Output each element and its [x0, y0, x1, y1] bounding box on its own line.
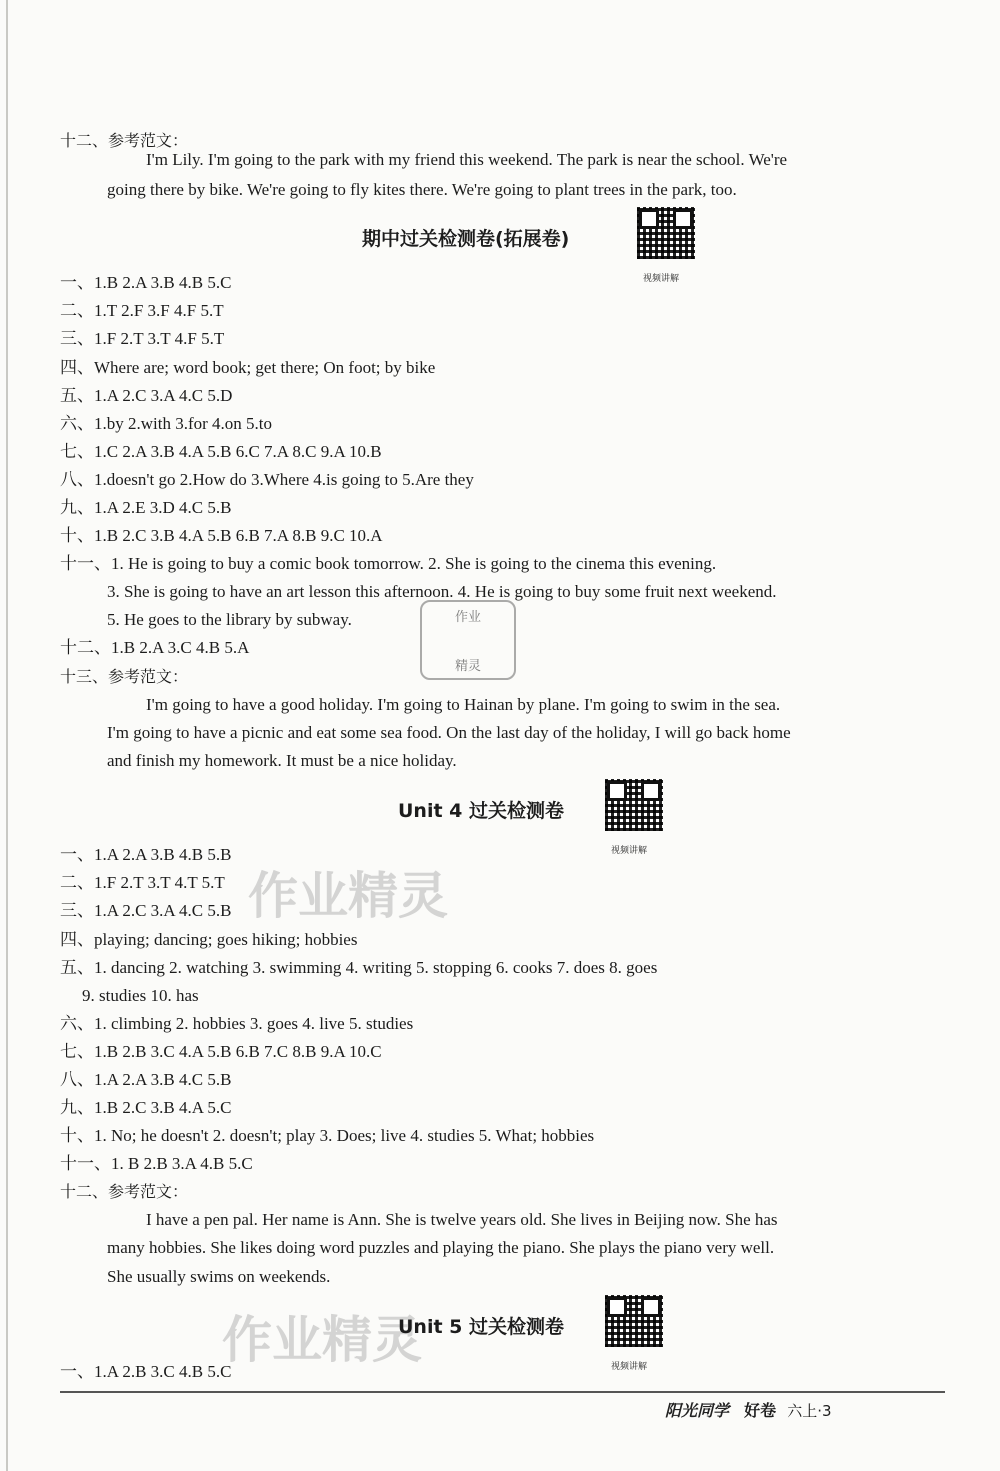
- qr-code-icon[interactable]: [637, 207, 695, 259]
- essay-line: many hobbies. She likes doing word puzzles and playing the piano. She plays the piano very well.: [107, 1238, 775, 1257]
- answer-row: 八、1.doesn't go 2.How do 3.Where 4.is going to 5.Are they: [60, 470, 474, 489]
- essay-line: and finish my homework. It must be a nice holiday.: [107, 751, 457, 770]
- qr-caption: 视频讲解: [643, 274, 680, 284]
- answer-row: 六、1. climbing 2. hobbies 3. goes 4. live 5. studies: [60, 1014, 414, 1033]
- answer-row: 一、1.A 2.B 3.C 4.B 5.C: [60, 1362, 232, 1381]
- answer-row: 3. She is going to have an art lesson this afternoon. 4. He is going to buy some fruit next weekend.: [107, 582, 777, 601]
- essay-line: I'm Lily. I'm going to the park with my friend this weekend. The park is near the school. We're: [146, 150, 788, 169]
- answer-row: 三、1.F 2.T 3.T 4.F 5.T: [60, 329, 225, 348]
- answer-row: 七、1.B 2.B 3.C 4.A 5.B 6.B 7.C 8.B 9.A 10.C: [60, 1042, 382, 1061]
- qr-code-icon[interactable]: [605, 1295, 663, 1347]
- essay-line: I have a pen pal. Her name is Ann. She is twelve years old. She lives in Beijing now. She has: [146, 1210, 778, 1229]
- answer-row: 十一、1. B 2.B 3.A 4.B 5.C: [60, 1154, 253, 1173]
- essay-line: I'm going to have a good holiday. I'm going to Hainan by plane. I'm going to swim in the sea.: [146, 695, 781, 714]
- section-title: Unit 4 过关检测卷: [398, 800, 564, 822]
- essay-line: going there by bike. We're going to fly kites there. We're going to plant trees in the park, too.: [107, 180, 737, 199]
- footer-rule: [60, 1391, 945, 1393]
- brand-logo: 阳光同学: [665, 1401, 730, 1420]
- answer-row: 一、1.A 2.A 3.B 4.B 5.B: [60, 845, 232, 864]
- answer-row: 五、1. dancing 2. watching 3. swimming 4. writing 5. stopping 6. cooks 7. does 8. goes: [60, 958, 658, 977]
- section-title: Unit 5 过关检测卷: [398, 1316, 564, 1338]
- section-heading: 十三、参考范文：: [60, 667, 189, 686]
- answer-row: 二、1.F 2.T 3.T 4.T 5.T: [60, 873, 225, 892]
- answer-row: 六、1.by 2.with 3.for 4.on 5.to: [60, 414, 273, 433]
- answer-row: 二、1.T 2.F 3.F 4.F 5.T: [60, 301, 224, 320]
- qr-caption: 视频讲解: [611, 846, 648, 856]
- answer-row: 十、1. No; he doesn't 2. doesn't; play 3. Does; live 4. studies 5. What; hobbies: [60, 1126, 595, 1145]
- answer-row: 一、1.B 2.A 3.B 4.B 5.C: [60, 273, 232, 292]
- watermark-text: 作业精灵: [222, 1311, 422, 1369]
- qr-caption: 视频讲解: [611, 1362, 648, 1372]
- page-number: 六上·3: [787, 1402, 832, 1420]
- essay-line: She usually swims on weekends.: [107, 1267, 331, 1286]
- section-heading: 十二、参考范文：: [60, 131, 189, 150]
- answer-row: 9. studies 10. has: [82, 986, 199, 1005]
- answer-row: 十、1.B 2.C 3.B 4.A 5.B 6.B 7.A 8.B 9.C 10.A: [60, 526, 383, 545]
- page-edge: [6, 0, 8, 1471]
- answer-row: 八、1.A 2.A 3.B 4.C 5.B: [60, 1070, 232, 1089]
- section-heading: 十二、参考范文：: [60, 1182, 189, 1201]
- section-title: 期中过关检测卷(拓展卷): [362, 228, 570, 250]
- watermark-text: 作业精灵: [248, 867, 448, 925]
- answer-row: 三、1.A 2.C 3.A 4.C 5.B: [60, 901, 232, 920]
- answer-row: 四、Where are; word book; get there; On foot; by bike: [60, 358, 436, 377]
- answer-row: 十二、1.B 2.A 3.C 4.B 5.A: [60, 638, 250, 657]
- watermark-stamp: 作业 精灵: [420, 600, 516, 680]
- answer-row: 四、playing; dancing; goes hiking; hobbies: [60, 930, 358, 949]
- answer-row: 九、1.A 2.E 3.D 4.C 5.B: [60, 498, 232, 517]
- qr-code-icon[interactable]: [605, 779, 663, 831]
- answer-row: 九、1.B 2.C 3.B 4.A 5.C: [60, 1098, 232, 1117]
- footer-subtitle: 好卷: [744, 1401, 777, 1420]
- answer-row: 5. He goes to the library by subway.: [107, 610, 352, 629]
- essay-line: I'm going to have a picnic and eat some sea food. On the last day of the holiday, I will go back home: [107, 723, 791, 742]
- answer-row: 七、1.C 2.A 3.B 4.A 5.B 6.C 7.A 8.C 9.A 10.B: [60, 442, 382, 461]
- page-footer: [665, 1398, 832, 1421]
- answer-row: 十一、1. He is going to buy a comic book tomorrow. 2. She is going to the cinema this evening.: [60, 554, 717, 573]
- answer-row: 五、1.A 2.C 3.A 4.C 5.D: [60, 386, 233, 405]
